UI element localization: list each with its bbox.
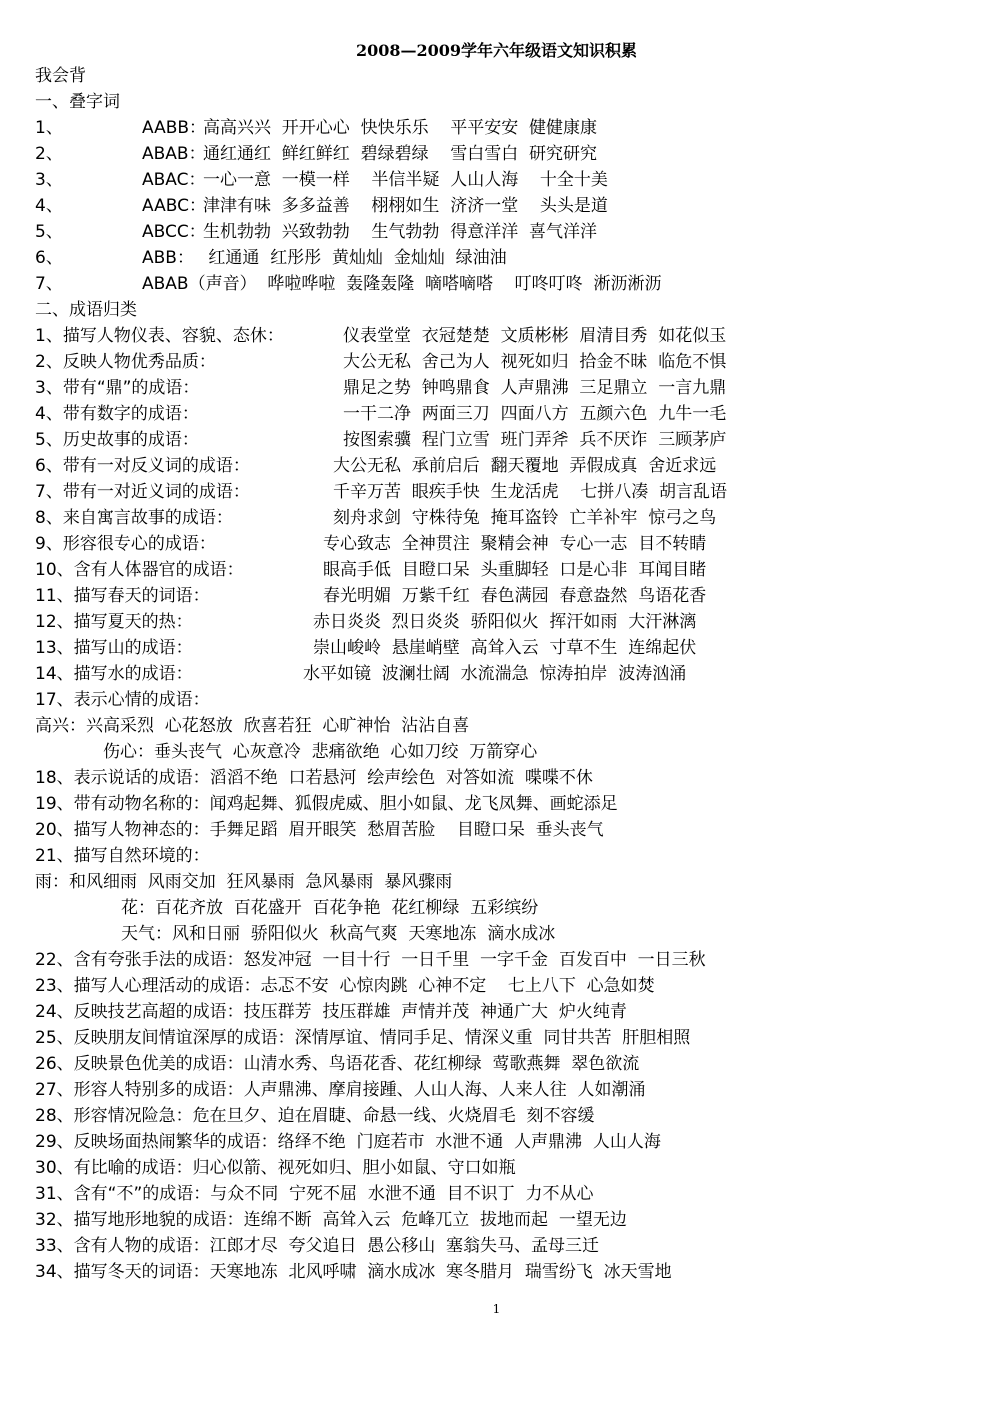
- mood-heading: 17、表示心情的成语：: [35, 690, 210, 710]
- list-item: [0, 506, 993, 530]
- item-number: 2、: [35, 144, 63, 164]
- list-item: 31、含有“不”的成语：与众不同 宁死不屈 水泄不通 目不识丁 力不从心: [35, 1184, 594, 1204]
- item-number: 4、: [35, 196, 63, 216]
- words-list: 通红通红 鲜红鲜红 碧绿碧绿 雪白雪白 研究研究: [203, 144, 598, 164]
- category-label: 8、来自寓言故事的成语：: [35, 508, 233, 528]
- words-list: 津津有味 多多益善 栩栩如生 济济一堂 头头是道: [203, 196, 608, 216]
- nature-rain-line: 雨：和风细雨 风雨交加 狂风暴雨 急风暴雨 暴风骤雨: [35, 872, 453, 892]
- mood-sad-line: 伤心：垂头丧气 心灰意冷 悲痛欲绝 心如刀绞 万箭穿心: [103, 742, 538, 762]
- idiom-list: 鼎足之势 钟鸣鼎食 人声鼎沸 三足鼎立 一言九鼎: [343, 378, 727, 398]
- idiom-list: 赤日炎炎 烈日炎炎 骄阳似火 挥汗如雨 大汗淋漓: [313, 612, 697, 632]
- category-label: 11、描写春天的词语：: [35, 586, 210, 606]
- category-label: 9、形容很专心的成语：: [35, 534, 216, 554]
- list-item: [0, 142, 993, 166]
- idiom-list: 崇山峻岭 悬崖峭壁 高耸入云 寸草不生 连绵起伏: [313, 638, 697, 658]
- list-item: [0, 376, 993, 400]
- category-label: 13、描写山的成语：: [35, 638, 193, 658]
- words-list: 高高兴兴 开开心心 快快乐乐 平平安安 健健康康: [203, 118, 598, 138]
- item-number: 3、: [35, 170, 63, 190]
- pattern-label: AABC：: [142, 196, 206, 216]
- list-item: 23、描写人心理活动的成语：忐忑不安 心惊肉跳 心神不定 七上八下 心急如焚: [35, 976, 655, 996]
- idiom-list: 专心致志 全神贯注 聚精会神 专心一志 目不转睛: [323, 534, 707, 554]
- list-item: [0, 246, 993, 270]
- list-item: 25、反映朋友间情谊深厚的成语：深情厚谊、情同手足、情深义重 同甘共苦 肝胆相照: [35, 1028, 691, 1048]
- list-item: 19、带有动物名称的：闻鸡起舞、狐假虎威、胆小如鼠、龙飞凤舞、画蛇添足: [35, 794, 618, 814]
- pattern-label: ABAB：: [142, 144, 206, 164]
- category-label: 4、带有数字的成语：: [35, 404, 199, 424]
- list-item: [0, 116, 993, 140]
- list-item: [0, 610, 993, 634]
- list-item: 29、反映场面热闹繁华的成语：络绎不绝 门庭若市 水泄不通 人声鼎沸 人山人海: [35, 1132, 661, 1152]
- list-item: [0, 558, 993, 582]
- category-label: 7、带有一对近义词的成语：: [35, 482, 250, 502]
- list-item: [0, 662, 993, 686]
- pattern-label: ABAB（声音）: [142, 274, 257, 294]
- list-item: [0, 272, 993, 296]
- item-number: 5、: [35, 222, 63, 242]
- category-label: 10、含有人体器官的成语：: [35, 560, 244, 580]
- list-item: 26、反映景色优美的成语：山清水秀、鸟语花香、花红柳绿 莺歌燕舞 翠色欲流: [35, 1054, 640, 1074]
- list-item: [0, 402, 993, 426]
- item-number: 7、: [35, 274, 63, 294]
- document-title: 2008—2009学年六年级语文知识积累: [355, 41, 638, 60]
- idiom-list: 千辛万苦 眼疾手快 生龙活虎 七拼八凑 胡言乱语: [333, 482, 728, 502]
- heading-main: 我会背: [35, 66, 86, 86]
- list-item: [0, 168, 993, 192]
- list-item: [0, 454, 993, 478]
- item-number: 6、: [35, 248, 63, 268]
- list-item: 21、描写自然环境的：: [35, 846, 210, 866]
- words-list: 红通通 红彤彤 黄灿灿 金灿灿 绿油油: [203, 248, 507, 268]
- section2-heading: 二、成语归类: [35, 300, 137, 320]
- list-item: [0, 428, 993, 452]
- list-item: 20、描写人物神态的：手舞足蹈 眉开眼笑 愁眉苦脸 目瞪口呆 垂头丧气: [35, 820, 604, 840]
- pattern-label: AABB：: [142, 118, 207, 138]
- list-item: 33、含有人物的成语：江郎才尽 夸父追日 愚公移山 塞翁失马、孟母三迁: [35, 1236, 600, 1256]
- pattern-label: ABB：: [142, 248, 194, 268]
- section1-heading: 一、叠字词: [35, 92, 120, 112]
- list-item: 28、形容情况险急：危在旦夕、迫在眉睫、命悬一线、火烧眉毛 刻不容缓: [35, 1106, 595, 1126]
- idiom-list: 眼高手低 目瞪口呆 头重脚轻 口是心非 耳闻目睹: [323, 560, 707, 580]
- idiom-list: 刻舟求剑 守株待兔 掩耳盗铃 亡羊补牢 惊弓之鸟: [333, 508, 717, 528]
- page-number: 1: [492, 1302, 501, 1316]
- idiom-list: 水平如镜 波澜壮阔 水流湍急 惊涛拍岸 波涛汹涌: [303, 664, 687, 684]
- item-number: 1、: [35, 118, 63, 138]
- category-label: 1、描写人物仪表、容貌、态休：: [35, 326, 284, 346]
- idiom-list: 春光明媚 万紫千红 春色满园 春意盎然 鸟语花香: [323, 586, 707, 606]
- list-item: [0, 480, 993, 504]
- list-item: 30、有比喻的成语：归心似箭、视死如归、胆小如鼠、守口如瓶: [35, 1158, 516, 1178]
- list-item: 22、含有夸张手法的成语：怒发冲冠 一目十行 一日千里 一字千金 百发百中 一日三秋: [35, 950, 706, 970]
- words-list: 生机勃勃 兴致勃勃 生气勃勃 得意洋洋 喜气洋洋: [203, 222, 598, 242]
- list-item: 32、描写地形地貌的成语：连绵不断 高耸入云 危峰兀立 拔地而起 一望无边: [35, 1210, 627, 1230]
- idiom-list: 按图索骥 程门立雪 班门弄斧 兵不厌诈 三顾茅庐: [343, 430, 727, 450]
- list-item: 24、反映技艺高超的成语：技压群芳 技压群雄 声情并茂 神通广大 炉火纯青: [35, 1002, 627, 1022]
- words-list: 一心一意 一模一样 半信半疑 人山人海 十全十美: [203, 170, 608, 190]
- category-label: 6、带有一对反义词的成语：: [35, 456, 250, 476]
- category-label: 3、带有“鼎”的成语：: [35, 378, 200, 398]
- list-item: [0, 636, 993, 660]
- words-list: 哗啦哗啦 轰隆轰隆 嘀嗒嘀嗒 叮咚叮咚 淅沥淅沥: [262, 274, 662, 294]
- nature-weather-line: 天气：风和日丽 骄阳似火 秋高气爽 天寒地冻 滴水成冰: [121, 924, 556, 944]
- mood-happy-line: 高兴：兴高采烈 心花怒放 欣喜若狂 心旷神怡 沾沾自喜: [35, 716, 470, 736]
- list-item: [0, 220, 993, 244]
- idiom-list: 一干二净 两面三刀 四面八方 五颜六色 九牛一毛: [343, 404, 727, 424]
- list-item: [0, 350, 993, 374]
- list-item: [0, 532, 993, 556]
- pattern-label: ABCC：: [142, 222, 206, 242]
- category-label: 14、描写水的成语：: [35, 664, 193, 684]
- nature-flower-line: 花：百花齐放 百花盛开 百花争艳 花红柳绿 五彩缤纷: [121, 898, 539, 918]
- category-label: 5、历史故事的成语：: [35, 430, 199, 450]
- list-item: [0, 194, 993, 218]
- list-item: [0, 584, 993, 608]
- category-label: 2、反映人物优秀品质：: [35, 352, 216, 372]
- idiom-list: 仪表堂堂 衣冠楚楚 文质彬彬 眉清目秀 如花似玉: [343, 326, 727, 346]
- list-item: 34、描写冬天的词语：天寒地冻 北风呼啸 滴水成冰 寒冬腊月 瑞雪纷飞 冰天雪地: [35, 1262, 672, 1282]
- idiom-list: 大公无私 承前启后 翻天覆地 弄假成真 舍近求远: [333, 456, 717, 476]
- pattern-label: ABAC：: [142, 170, 206, 190]
- list-item: [0, 324, 993, 348]
- list-item: 18、表示说话的成语：滔滔不绝 口若悬河 绘声绘色 对答如流 喋喋不休: [35, 768, 593, 788]
- list-item: 27、形容人特别多的成语：人声鼎沸、摩肩接踵、人山人海、人来人往 人如潮涌: [35, 1080, 646, 1100]
- idiom-list: 大公无私 舍己为人 视死如归 拾金不昧 临危不惧: [343, 352, 727, 372]
- category-label: 12、描写夏天的热：: [35, 612, 193, 632]
